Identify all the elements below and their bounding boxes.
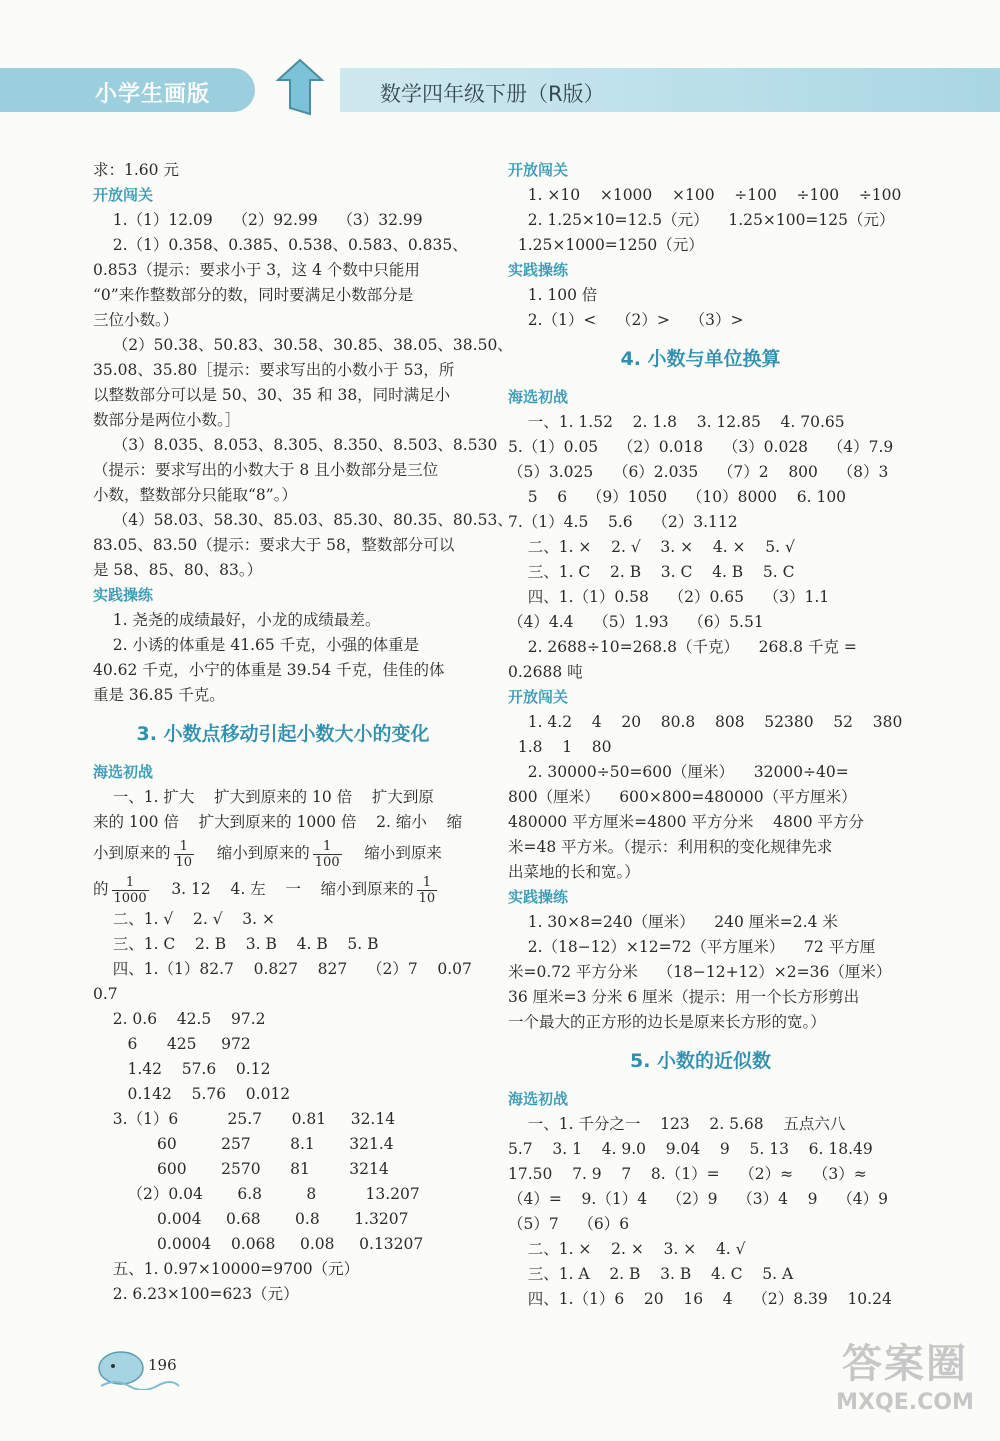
brand-label: 小学生画版	[95, 82, 211, 107]
text-line: 36 厘米=3 分米 6 厘米（提示：用一个长方形剪出	[508, 988, 860, 1006]
text-line: （3）8.035、8.053、8.305、8.350、8.503、8.530	[93, 436, 498, 454]
text-line: （2）50.38、50.83、30.58、30.85、38.05、38.50、	[93, 336, 513, 354]
text-line: 600 2570 81 3214	[93, 1160, 389, 1178]
text-line: 0.2688 吨	[508, 663, 583, 681]
text-line: 0.0004 0.068 0.08 0.13207	[93, 1235, 424, 1253]
subheading-practice: 实践操练	[508, 888, 569, 906]
text-line: 1.8 1 80	[508, 738, 612, 756]
section-title-5: 5. 小数的近似数	[629, 1050, 772, 1072]
text-line: 2. 1.25×10=12.5（元） 1.25×100=125（元）	[508, 211, 895, 229]
text-line: 来的 100 倍 扩大到原来的 1000 倍 2. 缩小 缩	[93, 813, 463, 831]
text-line: 0.853（提示：要求小于 3，这 4 个数中只能用	[93, 261, 420, 279]
left-column	[93, 158, 513, 1307]
page-header	[0, 60, 1000, 120]
text-line: 1. 尧尧的成绩最好，小龙的成绩最差。	[93, 611, 381, 629]
text-line: 2. 0.6 42.5 97.2	[93, 1010, 266, 1028]
text-line: 800（厘米） 600×800=480000（平方厘米）	[508, 788, 857, 806]
text-line: 5.（1）0.05 （2）0.018 （3）0.028 （4）7.9	[508, 438, 894, 456]
text-line: 三、1. A 2. B 3. B 4. C 5. A	[508, 1265, 794, 1283]
subheading-first-round: 海选初战	[508, 388, 569, 406]
text-line-fractions	[93, 835, 473, 871]
book-title: 数学四年级下册（R版）	[380, 82, 605, 106]
text-fragment: 缩小到原来的	[197, 844, 310, 862]
text-line: 二、1. × 2. × 3. × 4. √	[508, 1240, 746, 1258]
text-line: 一、1. 扩大 扩大到原来的 10 倍 扩大到原	[93, 788, 434, 806]
text-line: 1. 4.2 4 20 80.8 808 52380 52 380	[508, 713, 903, 731]
text-line-fractions	[93, 871, 473, 907]
text-line: 7.（1）4.5 5.6 （2）3.112	[508, 513, 738, 531]
text-line: 四、1.（1）6 20 16 4 （2）8.39 10.24	[508, 1290, 892, 1308]
text-line: 以整数部分可以是 50、30、35 和 38，同时满足小	[93, 386, 451, 404]
text-line: 2.（1）< （2）> （3）>	[508, 311, 744, 329]
text-fragment: 的	[93, 880, 109, 898]
text-fragment: 小到原来的	[93, 844, 171, 862]
text-fragment: 3. 12 4. 左 一 缩小到原来的	[151, 880, 414, 898]
text-line: 2. 小诱的体重是 41.65 千克，小强的体重是	[93, 636, 420, 654]
subheading-first-round: 海选初战	[508, 1090, 569, 1108]
text-line: 数部分是两位小数。］	[93, 411, 241, 429]
text-line: 1. 100 倍	[508, 286, 598, 304]
text-line: 17.50 7. 9 7 8.（1）= （2）≈ （3）≈	[508, 1165, 867, 1183]
subheading-first-round: 海选初战	[93, 763, 154, 781]
text-fragment: 缩小到原来	[344, 844, 442, 862]
right-column	[508, 158, 903, 1312]
text-line: 三、1. C 2. B 3. C 4. B 5. C	[508, 563, 795, 581]
text-line: 0.7	[93, 985, 118, 1003]
text-line: 小数，整数部分只能取“8”。）	[93, 486, 297, 504]
text-line: （2）0.04 6.8 8 13.207	[93, 1185, 420, 1203]
text-line: 三、1. C 2. B 3. B 4. B 5. B	[93, 935, 379, 953]
text-line: 2. 2688÷10=268.8（千克） 268.8 千克 =	[508, 638, 857, 656]
watermark	[820, 1340, 990, 1430]
text-line: 3.（1）6 25.7 0.81 32.14	[93, 1110, 396, 1128]
text-line: 米=0.72 平方分米 （18−12+12）×2=36（厘米）	[508, 963, 892, 981]
text-line: 四、1.（1）82.7 0.827 827 （2）7 0.07	[93, 960, 472, 978]
text-line: 一、1. 千分之一 123 2. 5.68 五点六八	[508, 1115, 846, 1133]
text-line: 2. 6.23×100=623（元）	[93, 1285, 299, 1303]
text-line: 一、1. 1.52 2. 1.8 3. 12.85 4. 70.65	[508, 413, 845, 431]
fraction: $\frac{1}{100}$	[314, 838, 340, 870]
text-line: （4）58.03、58.30、85.03、85.30、80.35、80.53、	[93, 511, 513, 529]
text-line: 求：1.60 元	[93, 161, 179, 179]
text-line: “0”来作整数部分的数，同时要满足小数部分是	[93, 286, 414, 304]
text-line: 五、1. 0.97×10000=9700（元）	[93, 1260, 360, 1278]
text-line: 1. ×10 ×1000 ×100 ÷100 ÷100 ÷100	[508, 186, 902, 204]
text-line: 是 58、85、80、83。）	[93, 561, 263, 579]
text-line: （4）= 9.（1）4 （2）9 （3）4 9 （4）9	[508, 1190, 888, 1208]
watermark-url: MXQE.COM	[836, 1390, 974, 1415]
text-line: 480000 平方厘米=4800 平方分米 4800 平方分	[508, 813, 865, 831]
section-title-4: 4. 小数与单位换算	[620, 348, 781, 370]
subheading-practice: 实践操练	[508, 261, 569, 279]
fraction: $\frac{1}{10}$	[175, 838, 193, 870]
text-line: 一个最大的正方形的边长是原来长方形的宽。）	[508, 1013, 826, 1031]
text-line: 5.7 3. 1 4. 9.0 9.04 9 5. 13 6. 18.49	[508, 1140, 873, 1158]
text-line: 二、1. √ 2. √ 3. ×	[93, 910, 276, 928]
text-line: 0.142 5.76 0.012	[93, 1085, 291, 1103]
text-line: （提示：要求写出的小数大于 8 且小数部分是三位	[93, 461, 439, 479]
subheading-open-challenge: 开放闯关	[508, 688, 569, 706]
text-line: 二、1. × 2. √ 3. × 4. × 5. √	[508, 538, 795, 556]
text-line: 0.004 0.68 0.8 1.3207	[93, 1210, 409, 1228]
text-line: 出菜地的长和宽。）	[508, 863, 640, 881]
text-line: 2.（1）0.358、0.385、0.538、0.583、0.835、	[93, 236, 468, 254]
text-line: （5）7 （6）6	[508, 1215, 630, 1233]
subheading-practice: 实践操练	[93, 586, 154, 604]
text-line: 83.05、83.50（提示：要求大于 58，整数部分可以	[93, 536, 455, 554]
text-line: 2.（18−12）×12=72（平方厘米） 72 平方厘	[508, 938, 876, 956]
section-title-3: 3. 小数点移动引起小数大小的变化	[136, 723, 430, 745]
arrow-icon	[270, 56, 330, 126]
fraction: $\frac{1}{10}$	[418, 874, 436, 906]
text-line: 1.42 57.6 0.12	[93, 1060, 271, 1078]
text-line: 6 425 972	[93, 1035, 251, 1053]
fraction: $\frac{1}{1000}$	[113, 874, 147, 906]
page-number: 196	[148, 1356, 177, 1374]
text-line: 1. 30×8=240（厘米） 240 厘米=2.4 米	[508, 913, 838, 931]
text-line: 35.08、35.80［提示：要求写出的小数小于 53，所	[93, 361, 455, 379]
text-line: 1.25×1000=1250（元）	[508, 236, 704, 254]
text-line: 60 257 8.1 321.4	[93, 1135, 394, 1153]
subheading-open-challenge: 开放闯关	[508, 161, 569, 179]
text-line: 1.（1）12.09 （2）92.99 （3）32.99	[93, 211, 423, 229]
text-line: 三位小数。）	[93, 311, 179, 329]
text-line: （5）3.025 （6）2.035 （7）2 800 （8）3	[508, 463, 889, 481]
text-line: 米=48 平方米。（提示：利用积的变化规律先求	[508, 838, 833, 856]
text-line: 2. 30000÷50=600（厘米） 32000÷40=	[508, 763, 849, 781]
text-line: （4）4.4 （5）1.93 （6）5.51	[508, 613, 764, 631]
text-line: 重是 36.85 千克。	[93, 686, 225, 704]
text-line: 5 6 （9）1050 （10）8000 6. 100	[508, 488, 847, 506]
watermark-name: 答案圈	[842, 1341, 968, 1387]
subheading-open-challenge: 开放闯关	[93, 186, 154, 204]
text-line: 四、1.（1）0.58 （2）0.65 （3）1.1	[508, 588, 830, 606]
text-line: 40.62 千克，小宁的体重是 39.54 千克，佳佳的体	[93, 661, 445, 679]
